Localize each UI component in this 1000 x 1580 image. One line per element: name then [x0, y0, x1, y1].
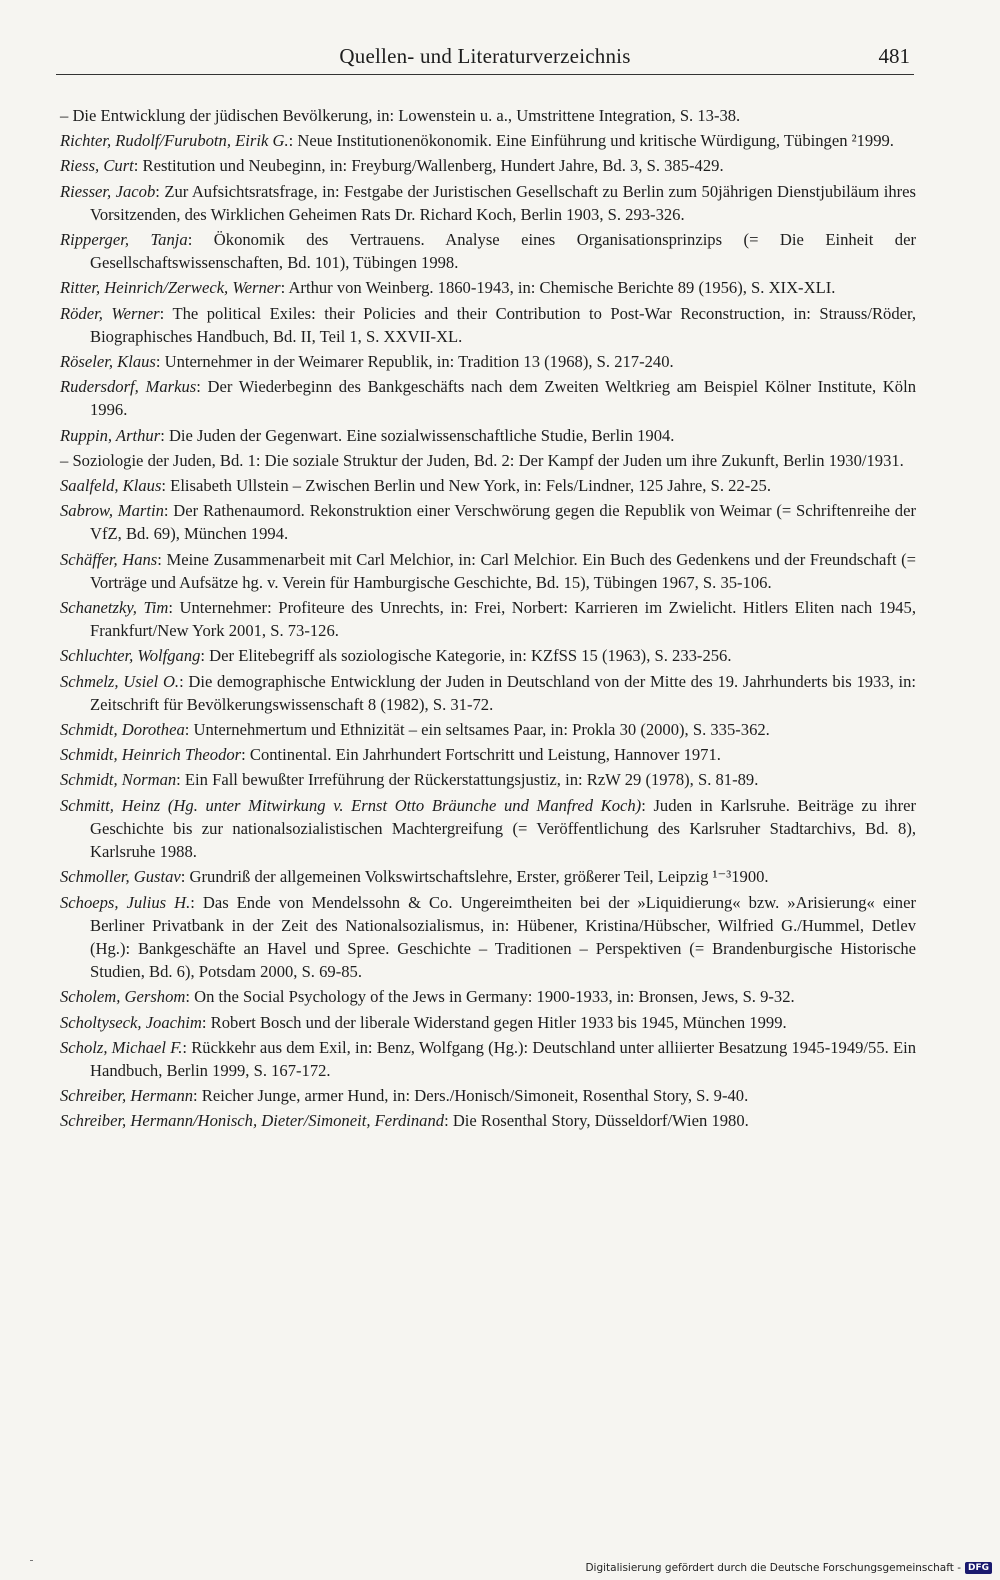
- bibliography-entry: [60, 154, 916, 177]
- scan-mark: [30, 1560, 33, 1561]
- entry-author: Schoeps, Julius H.: [60, 892, 191, 912]
- bibliography-entry: [60, 129, 916, 152]
- entry-text: : Meine Zusammenarbeit mit Carl Melchior, in: Carl Melchior. Ein Buch des Gedenkens und der Freundschaft (= Vorträge und Aufsätze hg. v. Verein für Hamburgische Geschichte, Bd. 15), Tübingen 1967, S. 35-106.: [90, 549, 916, 592]
- entry-text: : Continental. Ein Jahrhundert Fortschritt und Leistung, Hannover 1971.: [241, 745, 721, 765]
- entry-author: Schluchter, Wolfgang: [60, 646, 201, 666]
- entry-text: : Juden in Karlsruhe. Beiträge zu ihrer Geschichte bis zur nationalsozialistischen Machtergreifung (= Veröffentlichung des Karlsruher Stadtarchivs, Bd. 8), Karlsruhe 1988.: [90, 795, 916, 862]
- entry-text: : Die demographische Entwicklung der Juden in Deutschland von der Mitte des 19. Jahrhunderts bis 1933, in: Zeitschrift für Bevölkerungswissenschaft 8 (1982), S. 31-72.: [90, 671, 916, 714]
- page-title: Quellen- und Literaturverzeichnis: [339, 44, 631, 68]
- entry-author: Schmoller, Gustav: [60, 867, 181, 887]
- entry-author: Schmelz, Usiel O.: [60, 671, 180, 691]
- entry-text: – Die Entwicklung der jüdischen Bevölkerung, in: Lowenstein u. a., Umstrittene Integration, S. 13-38.: [60, 106, 741, 125]
- bibliography-entry: [60, 1011, 916, 1034]
- entry-text: – Soziologie der Juden, Bd. 1: Die soziale Struktur der Juden, Bd. 2: Der Kampf der Juden um ihre Zukunft, Berlin 1930/1931.: [60, 450, 904, 470]
- page-number: 481: [878, 44, 910, 68]
- entry-author: Schäffer, Hans: [60, 549, 158, 569]
- entry-author: Röseler, Klaus: [60, 352, 156, 372]
- entry-text: : Unternehmer in der Weimarer Republik, in: Tradition 13 (1968), S. 217-240.: [155, 352, 674, 372]
- entry-text: : Elisabeth Ullstein – Zwischen Berlin und New York, in: Fels/Lindner, 125 Jahre, S. 22-25.: [161, 476, 771, 496]
- entry-text: : Rückkehr aus dem Exil, in: Benz, Wolfgang (Hg.): Deutschland unter alliierter Besatzung 1945-1949/55. Ein Handbuch, Berlin 1999, S. 167-172.: [90, 1037, 917, 1080]
- entry-text: : Die Juden der Gegenwart. Eine sozialwissenschaftliche Studie, Berlin 1904.: [160, 425, 675, 445]
- bibliography-entry: [60, 743, 916, 766]
- bibliography-entry: [60, 548, 916, 594]
- entry-text: : Der Elitebegriff als soziologische Kategorie, in: KZfSS 15 (1963), S. 233-256.: [200, 646, 732, 666]
- credit-text: Digitalisierung gefördert durch die Deutsche Forschungsgemeinschaft -: [585, 1562, 961, 1574]
- dfg-logo: DFG: [965, 1562, 992, 1574]
- entry-text: : Grundriß der allgemeinen Volkswirtschaftslehre, Erster, größerer Teil, Leipzig ¹⁻³1900.: [180, 867, 769, 887]
- entry-author: Scholtyseck, Joachim: [60, 1012, 202, 1032]
- entry-author: Schmidt, Norman: [60, 770, 177, 790]
- bibliography-entry: [60, 375, 916, 421]
- entry-text: : Restitution und Neubeginn, in: Freyburg/Wallenberg, Hundert Jahre, Bd. 3, S. 385-429.: [133, 156, 724, 176]
- entry-author: Scholem, Gershom: [60, 987, 186, 1007]
- entry-author: Röder, Werner: [60, 303, 160, 323]
- entry-text: : Das Ende von Mendelssohn & Co. Ungereimtheiten bei der »Liquidierung« bzw. »Arisierung« einer Berliner Privatbank in der Zeit des Nationalsozialismus, in: Hübener, Kristina/Hübscher, Wilfried G./Hummel, Detlev (Hg.): Bankgeschäfte an Havel und Spree. Geschichte – Traditionen – Perspektiven (= Brandenburgische Historische Studien, Bd. 6), Potsdam 2000, S. 69-85.: [90, 892, 916, 982]
- bibliography-entry: [60, 596, 916, 642]
- entry-author: Sabrow, Martin: [60, 501, 164, 521]
- bibliography-entry: [60, 891, 916, 984]
- bibliography-entry: [60, 228, 916, 274]
- entry-text: : Der Wiederbeginn des Bankgeschäfts nach dem Zweiten Weltkrieg am Beispiel Kölner Institute, Köln 1996.: [90, 377, 916, 420]
- bibliography-entry: [60, 865, 916, 888]
- bibliography-entry: [60, 670, 916, 716]
- bibliography-entry: [60, 794, 916, 864]
- bibliography-entry: [60, 718, 916, 741]
- entry-text: : Arthur von Weinberg. 1860-1943, in: Chemische Berichte 89 (1956), S. XIX-XLI.: [280, 278, 836, 298]
- bibliography-entry: [60, 276, 916, 299]
- bibliography-list: [60, 104, 916, 1135]
- bibliography-entry: [60, 1084, 916, 1107]
- entry-author: Scholz, Michael F.: [60, 1037, 183, 1057]
- bibliography-entry: [60, 1109, 916, 1132]
- bibliography-entry: [60, 449, 916, 472]
- entry-text: : Ein Fall bewußter Irreführung der Rückerstattungsjustiz, in: RzW 29 (1978), S. 81-89.: [176, 770, 759, 790]
- entry-author: Schmidt, Heinrich Theodor: [60, 745, 242, 765]
- entry-author: Ruppin, Arthur: [60, 425, 161, 445]
- entry-author: Ritter, Heinrich/Zerweck, Werner: [60, 278, 281, 298]
- bibliography-entry: [60, 1036, 916, 1082]
- entry-author: Richter, Rudolf/Furubotn, Eirik G.: [60, 131, 289, 151]
- entry-author: Riess, Curt: [60, 156, 134, 176]
- entry-author: Schreiber, Hermann: [60, 1086, 194, 1106]
- entry-author: Schmitt, Heinz (Hg. unter Mitwirkung v. Ernst Otto Bräunche und Manfred Koch): [60, 795, 642, 815]
- entry-author: Schanetzky, Tim: [60, 598, 169, 618]
- entry-text: : Unternehmertum und Ethnizität – ein seltsames Paar, in: Prokla 30 (2000), S. 335-362.: [184, 720, 770, 740]
- digitization-credit: [585, 1562, 992, 1574]
- bibliography-entry: [60, 768, 916, 791]
- entry-text: : Der Rathenaumord. Rekonstruktion einer Verschwörung gegen die Republik von Weimar (= Schriftenreihe der VfZ, Bd. 69), München 1994.: [90, 501, 916, 544]
- bibliography-entry: [60, 104, 916, 127]
- entry-text: : Zur Aufsichtsratsfrage, in: Festgabe der Juristischen Gesellschaft zu Berlin zum 50jährigen Dienstjubiläum ihres Vorsitzenden, des Wirklichen Geheimen Rats Dr. Richard Koch, Berlin 1903, S. 293-326.: [90, 181, 916, 224]
- entry-author: Ripperger, Tanja: [60, 230, 188, 250]
- entry-text: : Die Rosenthal Story, Düsseldorf/Wien 1980.: [444, 1111, 749, 1131]
- entry-author: Schreiber, Hermann/Honisch, Dieter/Simoneit, Ferdinand: [60, 1111, 445, 1131]
- bibliography-entry: [60, 350, 916, 373]
- entry-author: Schmidt, Dorothea: [60, 720, 185, 740]
- entry-text: : Reicher Junge, armer Hund, in: Ders./Honisch/Simoneit, Rosenthal Story, S. 9-40.: [193, 1086, 749, 1106]
- bibliography-entry: [60, 985, 916, 1008]
- entry-text: : Ökonomik des Vertrauens. Analyse eines Organisationsprinzips (= Die Einheit der Gesellschaftswissenschaften, Bd. 101), Tübingen 1998.: [90, 230, 916, 273]
- entry-author: Rudersdorf, Markus: [60, 377, 197, 397]
- bibliography-entry: [60, 424, 916, 447]
- bibliography-entry: [60, 474, 916, 497]
- bibliography-entry: [60, 302, 916, 348]
- entry-text: : The political Exiles: their Policies and their Contribution to Post-War Reconstruction, in: Strauss/Röder, Biographisches Handbuch, Bd. II, Teil 1, S. XXVII-XL.: [90, 303, 916, 346]
- entry-author: Riesser, Jacob: [60, 181, 156, 201]
- bibliography-entry: [60, 499, 916, 545]
- entry-text: : Neue Institutionenökonomik. Eine Einführung und kritische Würdigung, Tübingen ²1999.: [288, 131, 894, 151]
- running-header: [56, 40, 914, 75]
- entry-author: Saalfeld, Klaus: [60, 476, 162, 496]
- bibliography-entry: [60, 644, 916, 667]
- entry-text: : Unternehmer: Profiteure des Unrechts, in: Frei, Norbert: Karrieren im Zwielicht. Hitlers Eliten nach 1945, Frankfurt/New York 2001, S. 73-126.: [90, 598, 916, 641]
- entry-text: : On the Social Psychology of the Jews in Germany: 1900-1933, in: Bronsen, Jews, S. 9-32.: [185, 987, 795, 1007]
- entry-text: : Robert Bosch und der liberale Widerstand gegen Hitler 1933 bis 1945, München 1999.: [201, 1012, 787, 1032]
- bibliography-entry: [60, 180, 916, 226]
